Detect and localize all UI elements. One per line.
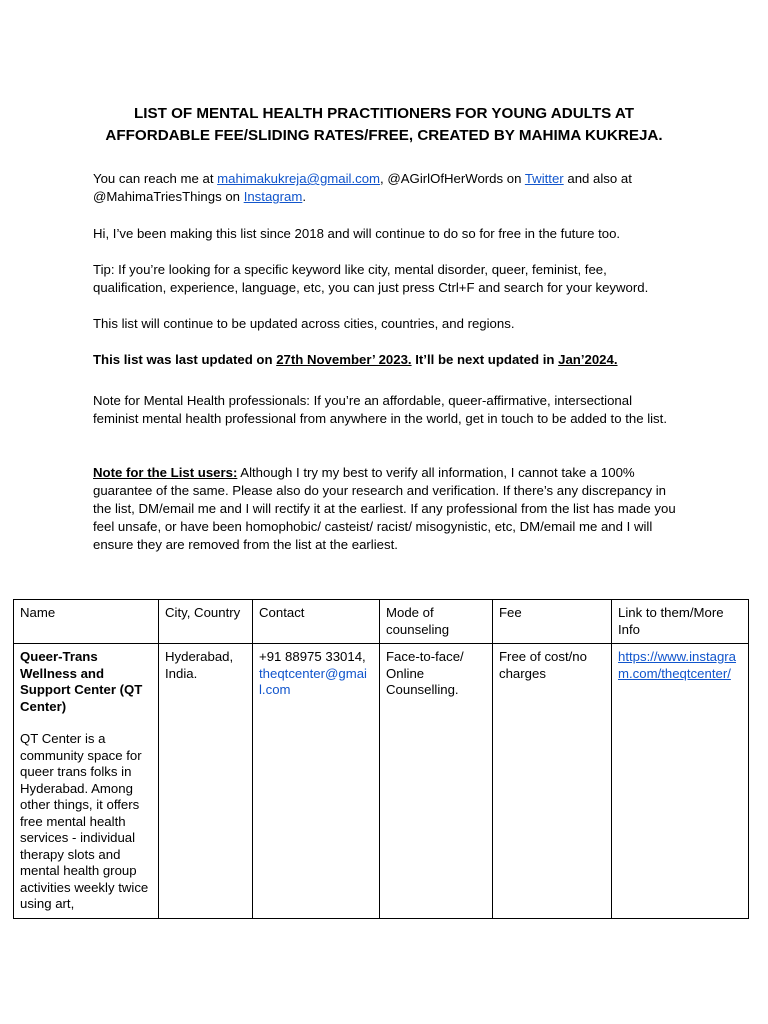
next-update-date: Jan’2024. xyxy=(558,352,618,367)
cell-mode: Face-to-face/ Online Counselling. xyxy=(380,644,493,919)
last-updated-prefix: This list was last updated on xyxy=(93,352,277,367)
cell-name xyxy=(14,644,159,919)
title-line-2: AFFORDABLE FEE/SLIDING RATES/FREE, CREATED BY MAHIMA KUKREJA. xyxy=(105,127,663,144)
cell-city: Hyderabad, India. xyxy=(159,644,253,919)
header-city-country: City, Country xyxy=(159,600,253,644)
update-note-paragraph: This list will continue to be updated across cities, countries, and regions. xyxy=(93,316,515,331)
header-link: Link to them/More Info xyxy=(612,600,749,644)
tip-paragraph: Tip: If you’re looking for a specific keyword like city, mental disorder, queer, feminist, fee, qualification, experience, language, etc, you can just press Ctrl+F and search for your keyword. xyxy=(93,262,649,295)
header-mode: Mode of counseling xyxy=(380,600,493,644)
intro-paragraph: Hi, I’ve been making this list since 2018 and will continue to do so for free in the future too. xyxy=(93,226,621,241)
practitioner-email[interactable]: theqtcenter@gmail.com xyxy=(259,665,367,697)
contact-mid-2: and also at @MahimaTriesThings on xyxy=(93,171,632,204)
practitioners-table xyxy=(13,599,749,919)
header-contact: Contact xyxy=(253,600,380,644)
contact-paragraph xyxy=(93,170,678,206)
header-fee: Fee xyxy=(493,600,612,644)
cell-contact xyxy=(253,644,380,919)
users-note-text: Although I try my best to verify all information, I cannot take a 100% guarantee of the same. Please also do your research and verification. If there’s any discrepancy in the list, DM/email me and I will rectify it at the earliest. If any professional from the list has made you feel unsafe, or have been homophobic/ casteist/ racist/ misogynistic, etc, DM/email me and I will ensure they are removed from the list at the earliest. xyxy=(93,465,676,552)
practitioner-description: QT Center is a community space for queer trans folks in Hyderabad. Among other things, it offers free mental health services - individual therapy slots and mental health group activities weekly twice using art, xyxy=(20,731,149,911)
cell-fee: Free of cost/no charges xyxy=(493,644,612,919)
contact-prefix: You can reach me at xyxy=(93,171,218,186)
instagram-link[interactable]: Instagram xyxy=(243,189,303,204)
table-header-row xyxy=(14,600,749,644)
practitioner-phone: +91 88975 33014, xyxy=(259,649,366,664)
last-updated-date: 27th November’ 2023. xyxy=(276,352,412,367)
users-note-label: Note for the List users: xyxy=(93,465,238,480)
cell-link xyxy=(612,644,749,919)
header-name: Name xyxy=(14,600,159,644)
last-updated-paragraph xyxy=(93,351,678,369)
contact-mid-1: , @AGirlOfHerWords on xyxy=(380,171,525,186)
twitter-link[interactable]: Twitter xyxy=(524,171,564,186)
contact-suffix: . xyxy=(302,189,306,204)
practitioner-link[interactable]: https://www.instagram.com/theqtcenter/ xyxy=(618,649,737,681)
title-line-1: LIST OF MENTAL HEALTH PRACTITIONERS FOR YOUNG ADULTS AT xyxy=(133,105,635,122)
email-link[interactable]: mahimakukreja@gmail.com xyxy=(217,171,381,186)
professionals-note-paragraph: Note for Mental Health professionals: If you’re an affordable, queer-affirmative, intersectional feminist mental health professional from anywhere in the world, get in touch to be added to the list. xyxy=(93,393,667,426)
users-note-paragraph xyxy=(93,464,678,554)
practitioner-name: Queer-Trans Wellness and Support Center (QT Center) xyxy=(20,649,143,714)
last-updated-mid: It’ll be next updated in xyxy=(411,352,559,367)
table-row xyxy=(14,644,749,919)
document-title xyxy=(60,103,708,147)
